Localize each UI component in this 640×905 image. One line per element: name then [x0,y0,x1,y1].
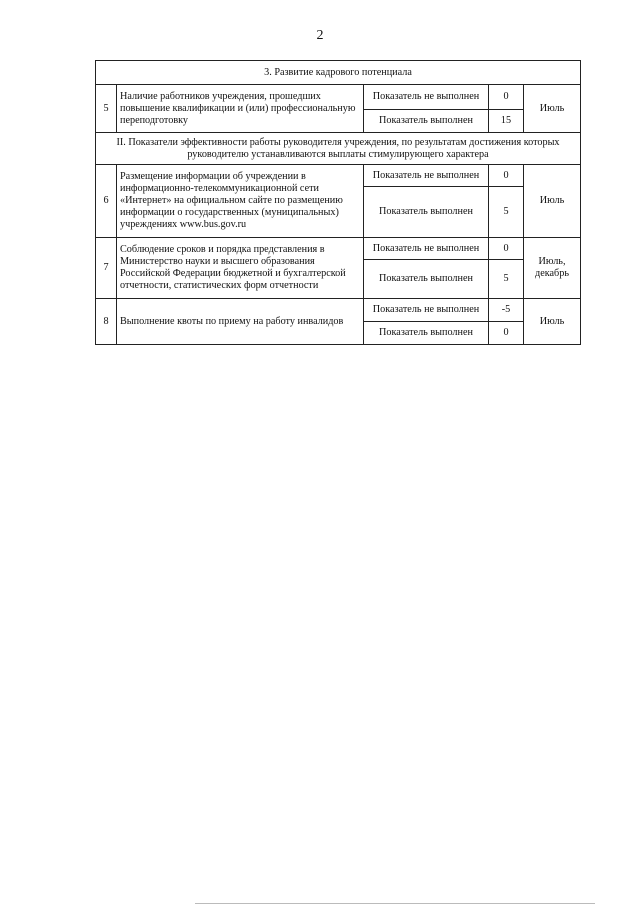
page-number: 2 [316,28,324,43]
row-description: Соблюдение сроков и порядка представления в Министерство науки и высшего образования Российской Федерации бюджетной и бухгалтерской отчетности, статистических форм отчетности [117,238,364,299]
value-fulfilled: 5 [489,187,524,238]
table-row [96,238,581,260]
section-3-heading: 3. Развитие кадрового потенциала [96,61,581,85]
value-not-fulfilled: 0 [489,85,524,110]
table-row [96,85,581,110]
row-number: 6 [96,165,117,238]
section-ii-heading: II. Показатели эффективности работы руководителя учреждения, по результатам достижения которых руководителю устанавливаются выплаты стимулирующего характера [96,133,581,165]
status-fulfilled: Показатель выполнен [364,187,489,238]
status-not-fulfilled: Показатель не выполнен [364,165,489,187]
row-term: Июль, декабрь [524,238,581,299]
status-not-fulfilled: Показатель не выполнен [364,85,489,110]
value-not-fulfilled: 0 [489,165,524,187]
table-row [96,165,581,187]
row-number: 8 [96,299,117,345]
status-fulfilled: Показатель выполнен [364,260,489,299]
row-term: Июль [524,299,581,345]
row-description: Размещение информации об учреждении в информационно-телекоммуникационной сети «Интернет» на официальном сайте по размещению информации о государственных (муниципальных) учреждениях www.bus.gov.ru [117,165,364,238]
value-fulfilled: 0 [489,322,524,345]
status-fulfilled: Показатель выполнен [364,322,489,345]
section-heading-row [96,133,581,165]
value-not-fulfilled: 0 [489,238,524,260]
row-term: Июль [524,165,581,238]
section-heading-row [96,61,581,85]
row-term: Июль [524,85,581,133]
status-fulfilled: Показатель выполнен [364,110,489,133]
status-not-fulfilled: Показатель не выполнен [364,299,489,322]
row-number: 7 [96,238,117,299]
page-bottom-divider [195,903,595,904]
indicators-table [95,60,581,345]
status-not-fulfilled: Показатель не выполнен [364,238,489,260]
row-description: Наличие работников учреждения, прошедших повышение квалификации и (или) профессиональную переподготовку [117,85,364,133]
value-not-fulfilled: -5 [489,299,524,322]
row-description: Выполнение квоты по приему на работу инвалидов [117,299,364,345]
table-row [96,299,581,322]
value-fulfilled: 5 [489,260,524,299]
row-number: 5 [96,85,117,133]
value-fulfilled: 15 [489,110,524,133]
